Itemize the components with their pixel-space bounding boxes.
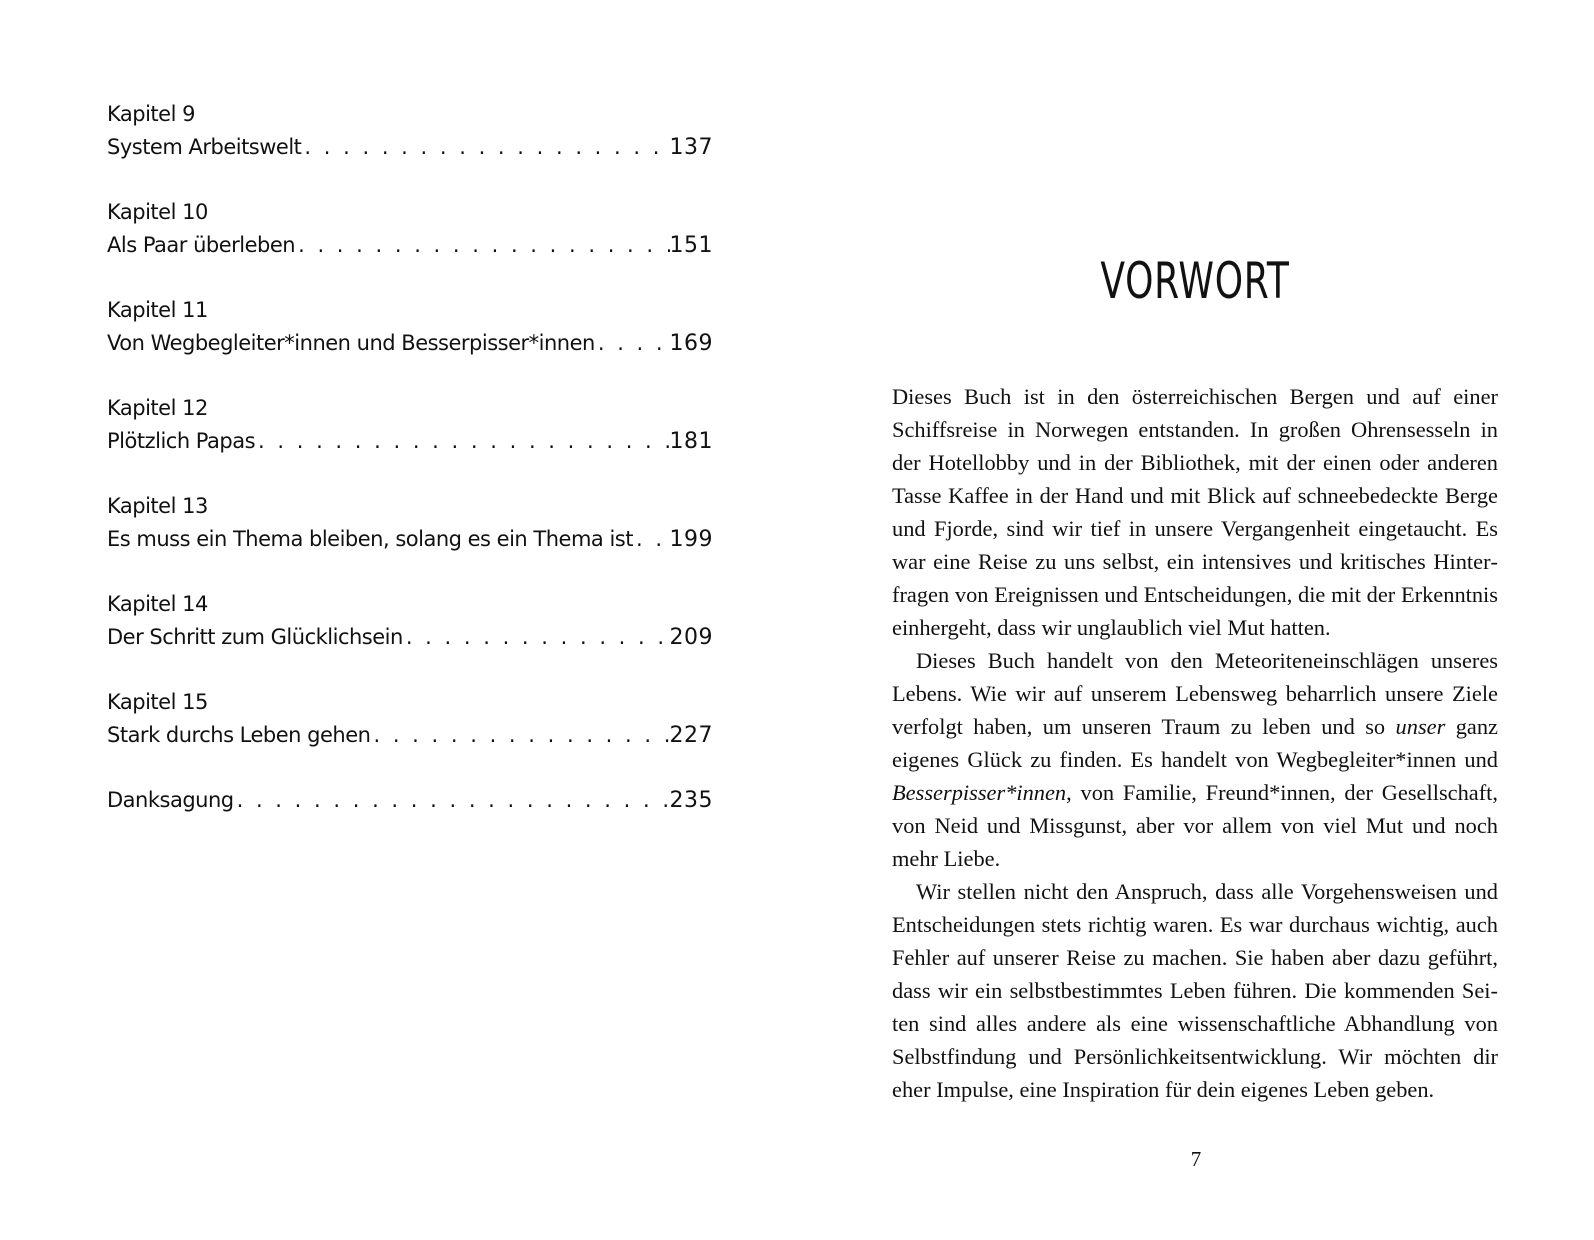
table-of-contents: [107, 98, 713, 849]
toc-chapter-label: Kapitel 13: [107, 494, 208, 518]
emphasis-text: Besserpisser*innen: [892, 780, 1067, 805]
toc-title: Der Schritt zum Glücklichsein: [107, 625, 403, 649]
page-number: 7: [1190, 1147, 1202, 1171]
toc-entry: [107, 686, 713, 752]
toc-leader-dots: [255, 425, 669, 458]
toc-entry: [107, 98, 713, 164]
toc-line: [107, 425, 713, 458]
foreword-paragraph: Wir stellen nicht den Anspruch, dass alle Vorgehensweisen und Entscheidungen stets richtig waren. Es war durchaus wichtig, auch Fehler auf unserer Reise zu machen. Sie haben aber dazu geführt, dass wir ein selbstbestimmtes Leben führen. Die kommenden Seiten sind alles andere als eine wissenschaftliche Abhandlung von Selbstfindung und Persönlichkeitsentwicklung. Wir möchten dir eher Impulse, eine Inspiration für dein eigenes Leben geben.: [892, 879, 1498, 1102]
toc-page-number: 169: [669, 331, 713, 356]
paragraph-text: Dieses Buch handelt von den Meteoriteneinschlägen unseres Lebens. Wie wir auf unserem Lebensweg beharrlich unsere Ziele verfolgt haben, um unseren Traum zu leben und so: [892, 648, 1498, 739]
toc-title: Plötzlich Papas: [107, 429, 256, 453]
toc-page-number: 199: [669, 527, 713, 552]
toc-line: [107, 523, 713, 556]
toc-entry: [107, 588, 713, 654]
toc-leader-dots: [370, 719, 669, 752]
toc-entry: [107, 196, 713, 262]
foreword-section: [892, 250, 1498, 1106]
toc-entry-acknowledgements: [107, 784, 713, 817]
toc-page-number: 181: [669, 429, 713, 454]
emphasis-text: unser: [1395, 714, 1446, 739]
toc-chapter-label: Kapitel 9: [107, 102, 195, 126]
toc-leader-dots: [234, 784, 670, 817]
toc-entry: [107, 392, 713, 458]
toc-page-number: 235: [669, 788, 713, 813]
toc-chapter-label: Kapitel 12: [107, 396, 208, 420]
foreword-paragraph: Dieses Buch ist in den österreichischen Bergen und auf einer Schiffsreise in Norwegen entstanden. In großen Ohrensesseln in der Hotellobby und in der Bibliothek, mit der einen oder anderen Tasse Kaffee in der Hand und mit Blick auf schneebedeckte Berge und Fjorde, sind wir tief in unsere Vergangenheit eingetaucht. Es war eine Reise zu uns selbst, ein intensives und kritisches Hinterfragen von Ereignissen und Entscheidungen, die mit der Erkenntnis einhergeht, dass wir unglaublich viel Mut hatten.: [892, 384, 1498, 640]
toc-page-number: 137: [669, 135, 713, 160]
toc-page-number: 151: [669, 233, 713, 258]
foreword-paragraph: [892, 644, 1498, 875]
toc-title: Es muss ein Thema bleiben, solang es ein Thema ist: [107, 527, 633, 551]
toc-title: Von Wegbegleiter*innen und Besserpisser*innen: [107, 331, 595, 355]
toc-leader-dots: [595, 327, 670, 360]
toc-chapter-label: Kapitel 14: [107, 592, 208, 616]
toc-leader-dots: [633, 523, 670, 556]
toc-page-number: 209: [669, 625, 713, 650]
toc-chapter-label: Kapitel 15: [107, 690, 208, 714]
paragraph-text: ganz eigenes Glück zu finden. Es handelt von Wegbegleiter*innen und: [892, 714, 1498, 772]
toc-title: Stark durchs Leben gehen: [107, 723, 371, 747]
paragraph-text: , von Familie, Freund*innen, der Gesellschaft, von Neid und Missgunst, aber vor allem von viel Mut und noch mehr Liebe.: [892, 780, 1498, 871]
toc-line: [107, 719, 713, 752]
toc-line: [107, 621, 713, 654]
toc-line: [107, 327, 713, 360]
toc-page-number: 227: [669, 723, 713, 748]
toc-entry: [107, 490, 713, 556]
toc-leader-dots: [295, 229, 669, 262]
toc-title: System Arbeitswelt: [107, 135, 302, 159]
toc-entry: [107, 294, 713, 360]
foreword-heading: VORWORT: [1100, 252, 1290, 310]
toc-title: Als Paar überleben: [107, 233, 296, 257]
toc-line: [107, 131, 713, 164]
toc-leader-dots: [403, 621, 670, 654]
toc-line: [107, 229, 713, 262]
toc-chapter-label: Kapitel 10: [107, 200, 208, 224]
toc-line: [107, 784, 713, 817]
toc-chapter-label: Kapitel 11: [107, 298, 208, 322]
toc-title: Danksagung: [107, 788, 234, 812]
toc-leader-dots: [301, 131, 669, 164]
